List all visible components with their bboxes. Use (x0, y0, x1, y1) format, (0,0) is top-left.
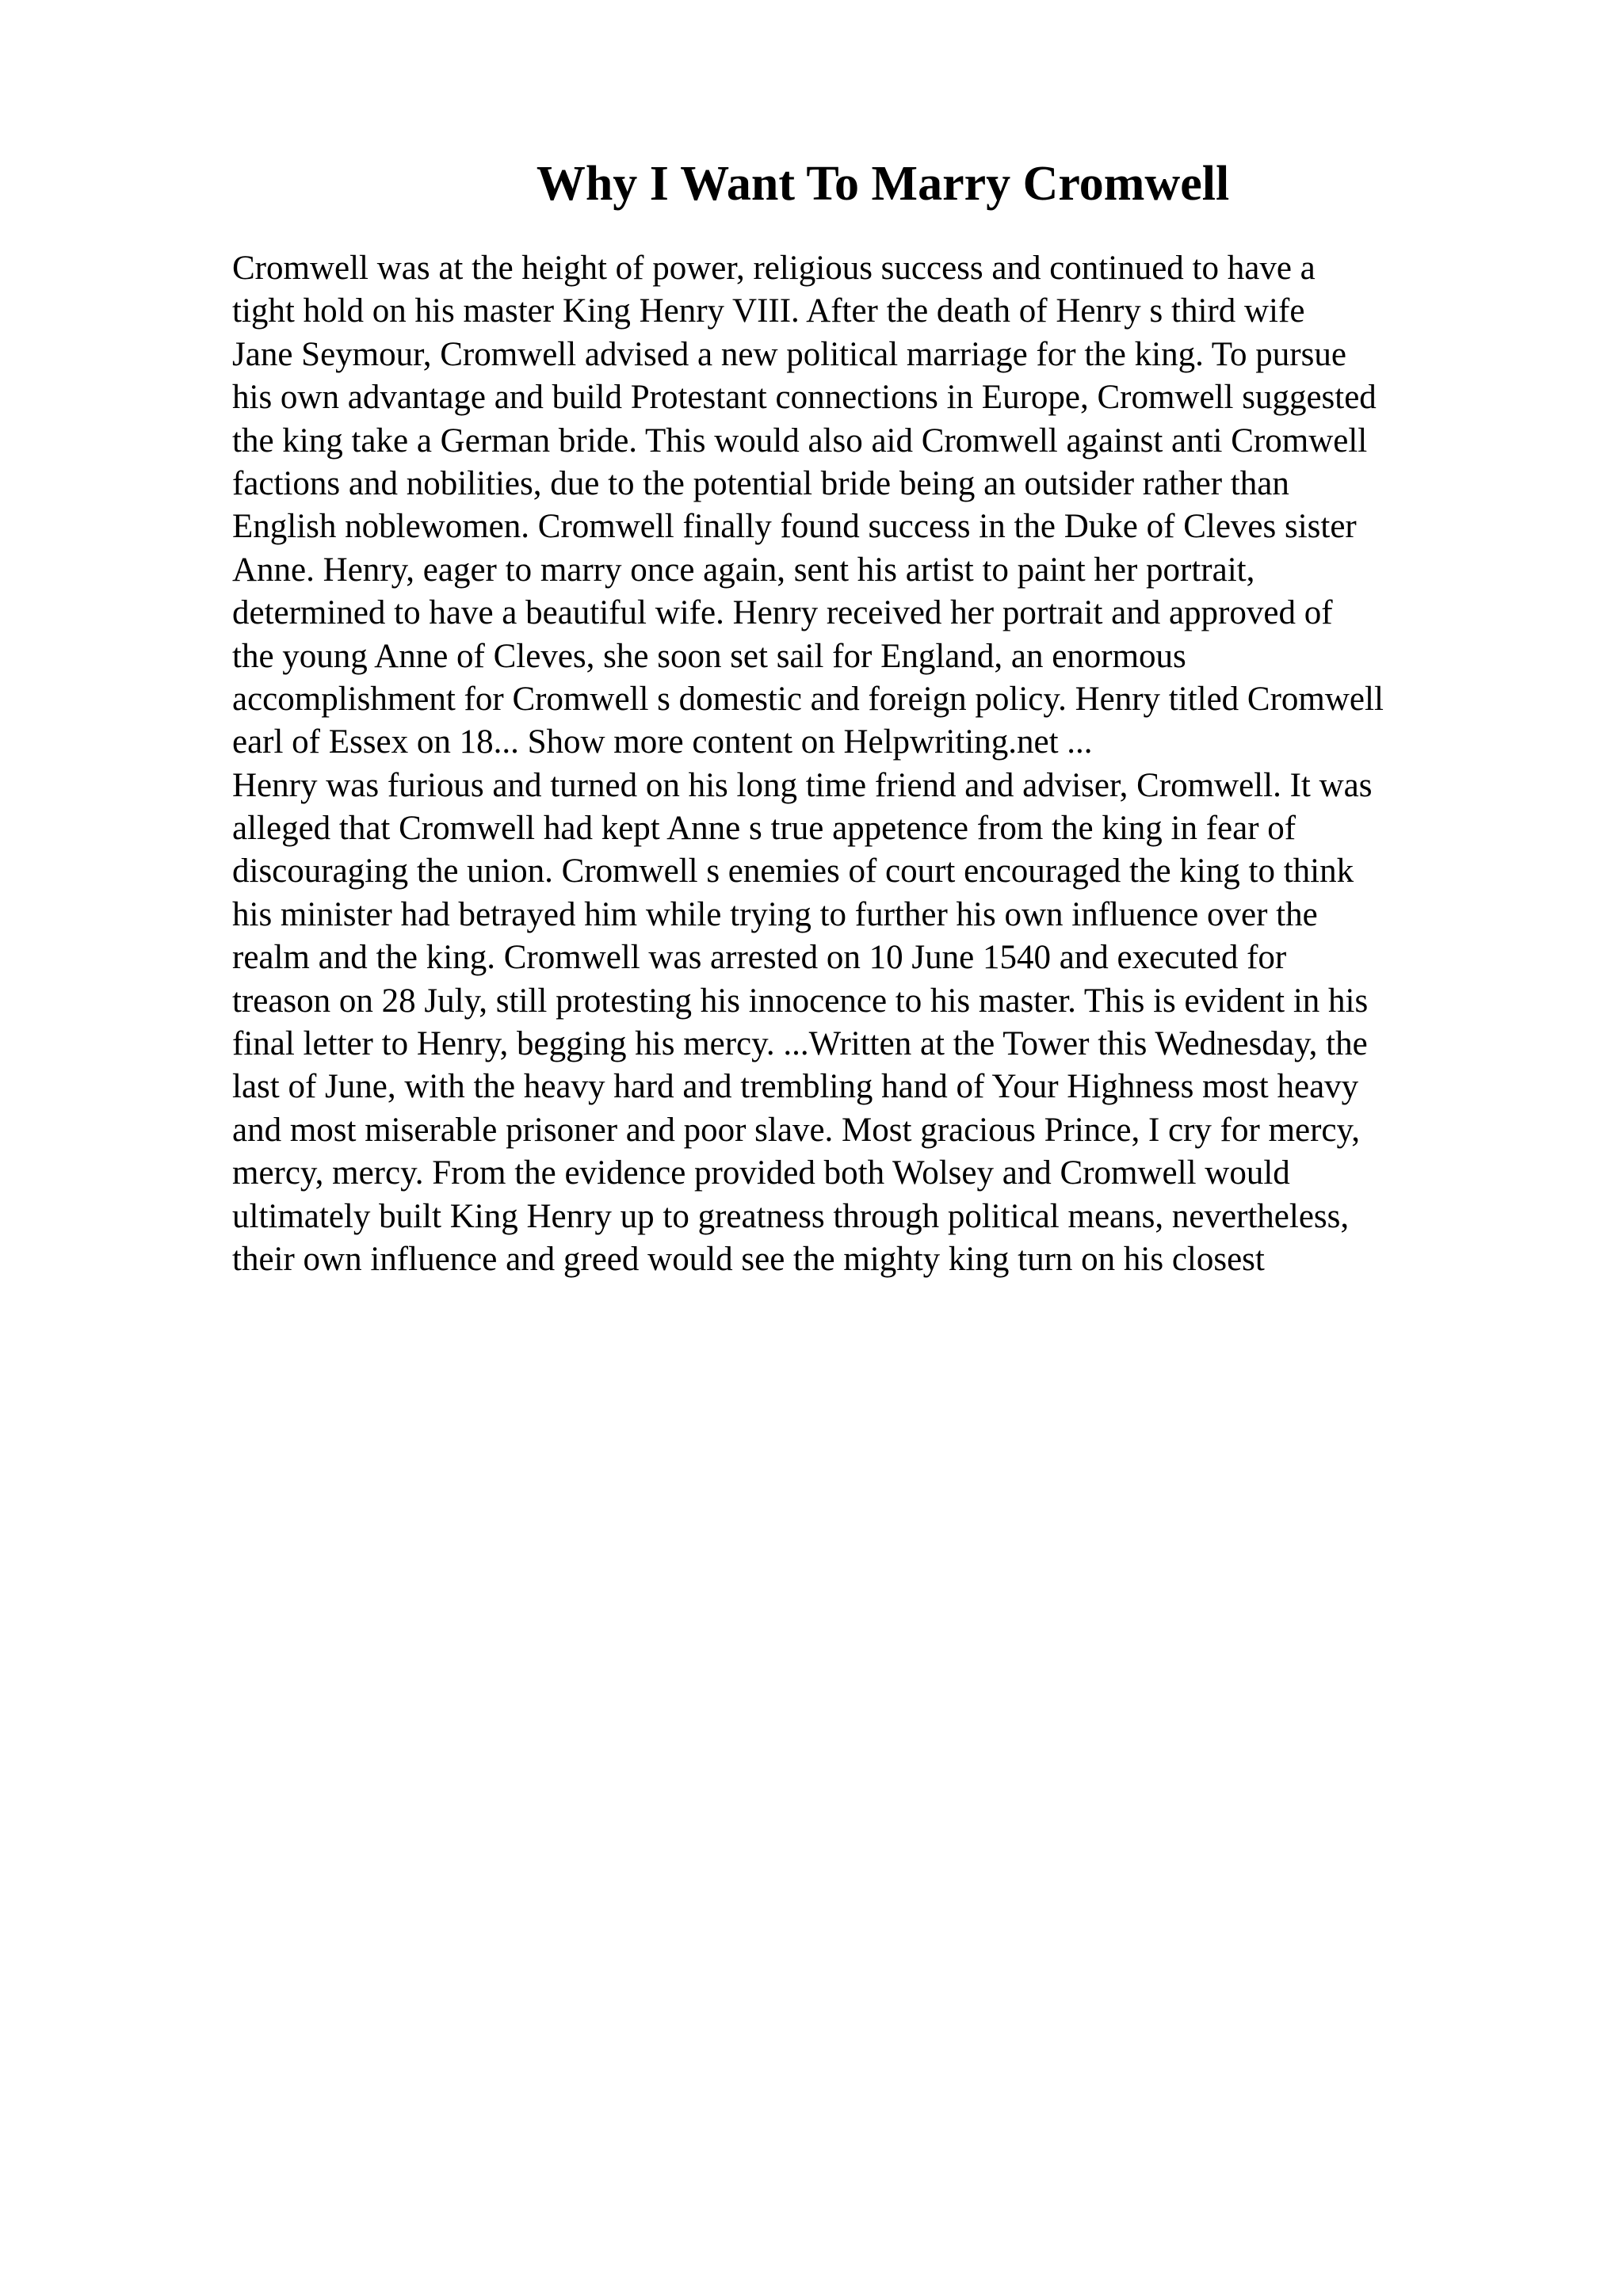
text-line: his own advantage and build Protestant connections in Europe, Cromwell suggested (232, 379, 1377, 417)
text-line: earl of Essex on 18... Show more content on Helpwriting.net ... (232, 723, 1093, 761)
essay-body (232, 247, 1508, 1281)
text-line: realm and the king. Cromwell was arrested on 10 June 1540 and executed for (232, 939, 1287, 977)
text-line: final letter to Henry, begging his mercy. ...Written at the Tower this Wednesday, the (232, 1025, 1368, 1063)
text-line: ultimately built King Henry up to greatness through political means, nevertheless, (232, 1197, 1350, 1235)
text-line: the young Anne of Cleves, she soon set sail for England, an enormous (232, 637, 1186, 675)
text-line: last of June, with the heavy hard and trembling hand of Your Highness most heavy (232, 1068, 1359, 1106)
text-line: accomplishment for Cromwell s domestic and foreign policy. Henry titled Cromwell (232, 680, 1384, 718)
text-line: Henry was furious and turned on his long time friend and adviser, Cromwell. It was (232, 766, 1373, 804)
text-line: treason on 28 July, still protesting his innocence to his master. This is evident in his (232, 982, 1369, 1020)
text-line: alleged that Cromwell had kept Anne s true appetence from the king in fear of (232, 810, 1296, 848)
text-line: their own influence and greed would see the mighty king turn on his closest (232, 1240, 1265, 1278)
text-line: mercy, mercy. From the evidence provided both Wolsey and Cromwell would (232, 1154, 1290, 1192)
text-line: the king take a German bride. This would also aid Cromwell against anti Cromwell (232, 421, 1368, 460)
text-line: Cromwell was at the height of power, religious success and continued to have a (232, 250, 1316, 287)
text-line: Jane Seymour, Cromwell advised a new political marriage for the king. To pursue (232, 335, 1346, 373)
text-line: discouraging the union. Cromwell s enemies of court encouraged the king to think (232, 852, 1354, 891)
text-line: his minister had betrayed him while trying to further his own influence over the (232, 895, 1318, 933)
text-line: Anne. Henry, eager to marry once again, sent his artist to paint her portrait, (232, 551, 1255, 589)
text-line: determined to have a beautiful wife. Henry received her portrait and approved of (232, 594, 1333, 632)
text-line: factions and nobilities, due to the potential bride being an outsider rather than (232, 464, 1289, 502)
text-line: tight hold on his master King Henry VIII. After the death of Henry s third wife (232, 292, 1305, 330)
text-line: and most miserable prisoner and poor slave. Most gracious Prince, I cry for mercy, (232, 1111, 1360, 1149)
page-title: Why I Want To Marry Cromwell (536, 157, 1230, 211)
text-line: English noblewomen. Cromwell finally found success in the Duke of Cleves sister (232, 508, 1357, 546)
